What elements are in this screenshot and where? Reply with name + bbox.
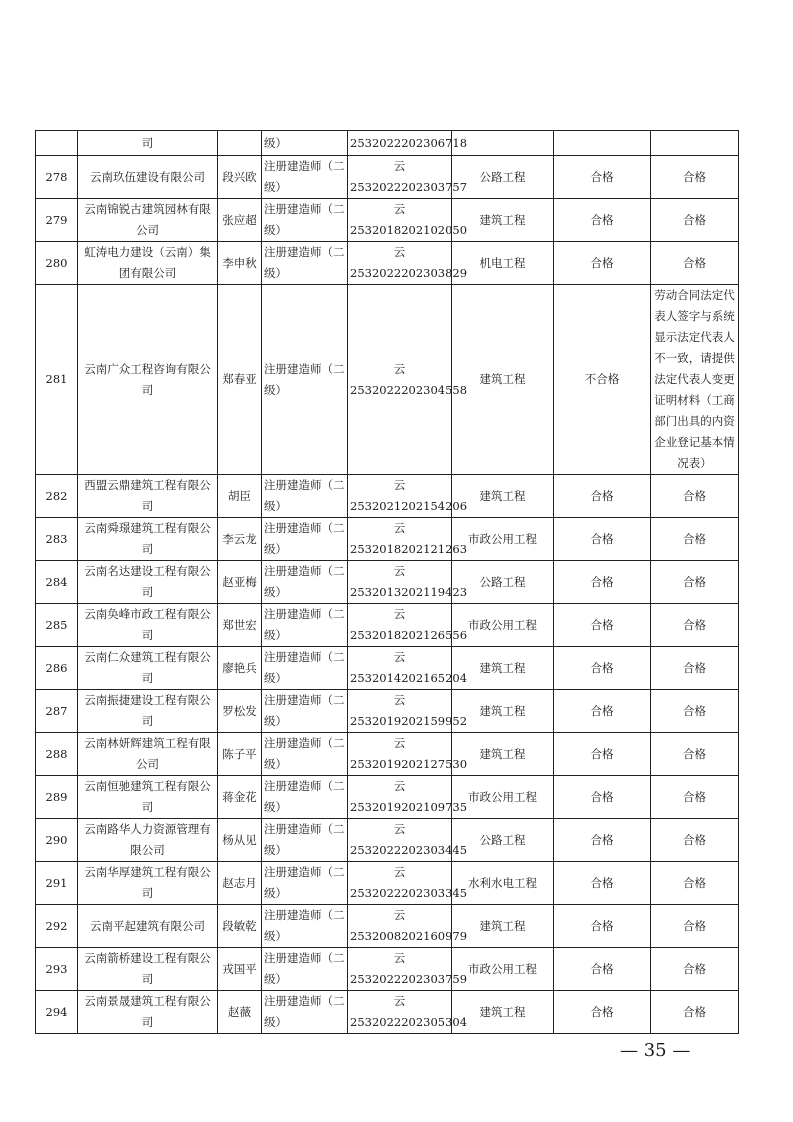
row-number: 279: [36, 199, 78, 242]
review-result: 合格: [554, 905, 651, 948]
certificate-type: 注册建造师（二级）: [262, 948, 348, 991]
certificate-type: 注册建造师（二级）: [262, 561, 348, 604]
company-name: 司: [78, 131, 218, 156]
certificate-type: 注册建造师（二级）: [262, 647, 348, 690]
row-number: 281: [36, 285, 78, 475]
specialty: 市政公用工程: [452, 776, 554, 819]
certificate-type: 注册建造师（二级）: [262, 242, 348, 285]
review-opinion: 合格: [651, 733, 739, 776]
company-name: 云南振捷建设工程有限公司: [78, 690, 218, 733]
person-name: 段敏乾: [218, 905, 262, 948]
page-number: — 35 —: [620, 1040, 691, 1061]
person-name: 赵亚梅: [218, 561, 262, 604]
row-number: 292: [36, 905, 78, 948]
company-name: 云南名达建设工程有限公司: [78, 561, 218, 604]
review-result: 合格: [554, 199, 651, 242]
row-number: 283: [36, 518, 78, 561]
review-opinion: 劳动合同法定代表人签字与系统显示法定代表人不一致，请提供法定代表人变更证明材料（工商部门出具的内资企业登记基本情况表）: [651, 285, 739, 475]
table-row: [36, 948, 739, 991]
table-row: [36, 690, 739, 733]
company-name: 云南箭桥建设工程有限公司: [78, 948, 218, 991]
person-name: 段兴欧: [218, 156, 262, 199]
review-result: 合格: [554, 647, 651, 690]
row-number: 278: [36, 156, 78, 199]
certificate-type: 级）: [262, 131, 348, 156]
specialty: 建筑工程: [452, 991, 554, 1034]
certificate-type: 注册建造师（二级）: [262, 690, 348, 733]
certificate-type: 注册建造师（二级）: [262, 862, 348, 905]
registration-number: 云2532014202165204: [348, 647, 452, 690]
table-row: [36, 776, 739, 819]
row-number: 290: [36, 819, 78, 862]
specialty: 市政公用工程: [452, 518, 554, 561]
registration-number: 云2532019202127530: [348, 733, 452, 776]
company-name: 云南景晟建筑工程有限公司: [78, 991, 218, 1034]
company-name: 云南恒驰建筑工程有限公司: [78, 776, 218, 819]
row-number: 293: [36, 948, 78, 991]
person-name: 廖艳兵: [218, 647, 262, 690]
row-number: [36, 131, 78, 156]
table-row: [36, 156, 739, 199]
review-result: 合格: [554, 948, 651, 991]
person-name: 郑春亚: [218, 285, 262, 475]
specialty: 建筑工程: [452, 285, 554, 475]
person-name: 胡臣: [218, 475, 262, 518]
table-row: [36, 285, 739, 475]
company-name: 云南奂峰市政工程有限公司: [78, 604, 218, 647]
certificate-type: 注册建造师（二级）: [262, 905, 348, 948]
table-row: [36, 862, 739, 905]
specialty: 公路工程: [452, 561, 554, 604]
review-opinion: 合格: [651, 518, 739, 561]
company-name: 云南华厚建筑工程有限公司: [78, 862, 218, 905]
row-number: 286: [36, 647, 78, 690]
row-number: 280: [36, 242, 78, 285]
review-opinion: 合格: [651, 905, 739, 948]
table-body: [36, 131, 739, 1034]
registration-number: 云2532018202121263: [348, 518, 452, 561]
person-name: 戎国平: [218, 948, 262, 991]
row-number: 282: [36, 475, 78, 518]
review-result: 合格: [554, 475, 651, 518]
certificate-type: 注册建造师（二级）: [262, 604, 348, 647]
registration-number: 云2532022202305304: [348, 991, 452, 1034]
table-row: [36, 199, 739, 242]
registration-number: 云2532022202303757: [348, 156, 452, 199]
row-number: 285: [36, 604, 78, 647]
review-result: [554, 131, 651, 156]
review-result: 合格: [554, 561, 651, 604]
review-result: 合格: [554, 518, 651, 561]
table-row: [36, 991, 739, 1034]
certificate-type: 注册建造师（二级）: [262, 199, 348, 242]
table-row: [36, 733, 739, 776]
review-result: 合格: [554, 819, 651, 862]
registration-number: 云2532018202126556: [348, 604, 452, 647]
company-name: 云南广众工程咨询有限公司: [78, 285, 218, 475]
specialty: 机电工程: [452, 242, 554, 285]
registration-number: 云2532022202304558: [348, 285, 452, 475]
review-result: 合格: [554, 776, 651, 819]
review-result: 合格: [554, 242, 651, 285]
certificate-type: 注册建造师（二级）: [262, 285, 348, 475]
registration-number: 云2532022202303345: [348, 862, 452, 905]
person-name: 杨从见: [218, 819, 262, 862]
person-name: 张应超: [218, 199, 262, 242]
registration-number: 云2532019202159952: [348, 690, 452, 733]
review-opinion: [651, 131, 739, 156]
review-result: 合格: [554, 156, 651, 199]
certificate-type: 注册建造师（二级）: [262, 733, 348, 776]
review-opinion: 合格: [651, 199, 739, 242]
table-row: [36, 242, 739, 285]
table-row: [36, 475, 739, 518]
review-result: 合格: [554, 862, 651, 905]
specialty: 市政公用工程: [452, 604, 554, 647]
table-row: [36, 647, 739, 690]
registration-number: 云2532022202303829: [348, 242, 452, 285]
person-name: 罗松发: [218, 690, 262, 733]
company-name: 云南舜璟建筑工程有限公司: [78, 518, 218, 561]
specialty: 建筑工程: [452, 647, 554, 690]
specialty: 水利水电工程: [452, 862, 554, 905]
specialty: 建筑工程: [452, 199, 554, 242]
table-row: [36, 819, 739, 862]
row-number: 291: [36, 862, 78, 905]
specialty: 建筑工程: [452, 475, 554, 518]
certificate-type: 注册建造师（二级）: [262, 819, 348, 862]
review-opinion: 合格: [651, 242, 739, 285]
certificate-type: 注册建造师（二级）: [262, 156, 348, 199]
registration-number: 云2532019202109735: [348, 776, 452, 819]
review-opinion: 合格: [651, 991, 739, 1034]
review-opinion: 合格: [651, 604, 739, 647]
registration-number: 云2532013202119423: [348, 561, 452, 604]
certificate-type: 注册建造师（二级）: [262, 518, 348, 561]
review-result: 合格: [554, 690, 651, 733]
registration-number: 云2532018202102050: [348, 199, 452, 242]
table-row: [36, 905, 739, 948]
person-name: 陈子平: [218, 733, 262, 776]
review-opinion: 合格: [651, 690, 739, 733]
registration-number: 云2532021202154206: [348, 475, 452, 518]
person-name: 赵薇: [218, 991, 262, 1034]
company-name: 云南平起建筑有限公司: [78, 905, 218, 948]
table-row: [36, 561, 739, 604]
company-name: 虹涛电力建设（云南）集团有限公司: [78, 242, 218, 285]
row-number: 288: [36, 733, 78, 776]
review-opinion: 合格: [651, 647, 739, 690]
review-opinion: 合格: [651, 776, 739, 819]
review-result: 合格: [554, 604, 651, 647]
review-opinion: 合格: [651, 862, 739, 905]
person-name: 蒋金花: [218, 776, 262, 819]
specialty: 市政公用工程: [452, 948, 554, 991]
person-name: 赵志月: [218, 862, 262, 905]
person-name: 李云龙: [218, 518, 262, 561]
registration-number: 云2532008202160979: [348, 905, 452, 948]
specialty: 建筑工程: [452, 905, 554, 948]
review-result: 合格: [554, 991, 651, 1034]
review-result: 合格: [554, 733, 651, 776]
certificate-type: 注册建造师（二级）: [262, 776, 348, 819]
company-name: 云南路华人力资源管理有限公司: [78, 819, 218, 862]
row-number: 284: [36, 561, 78, 604]
specialty: 建筑工程: [452, 690, 554, 733]
row-number: 287: [36, 690, 78, 733]
review-opinion: 合格: [651, 475, 739, 518]
specialty: 公路工程: [452, 156, 554, 199]
review-opinion: 合格: [651, 156, 739, 199]
company-name: 云南锦锐古建筑园林有限公司: [78, 199, 218, 242]
review-opinion: 合格: [651, 948, 739, 991]
review-result: 不合格: [554, 285, 651, 475]
table-row: [36, 518, 739, 561]
person-name: 郑世宏: [218, 604, 262, 647]
certificate-type: 注册建造师（二级）: [262, 991, 348, 1034]
certificate-type: 注册建造师（二级）: [262, 475, 348, 518]
company-name: 云南仁众建筑工程有限公司: [78, 647, 218, 690]
specialty: 公路工程: [452, 819, 554, 862]
company-name: 西盟云鼎建筑工程有限公司: [78, 475, 218, 518]
table-row: [36, 604, 739, 647]
registration-number: 云2532022202303445: [348, 819, 452, 862]
table-row: [36, 131, 739, 156]
registration-number: 云2532022202303759: [348, 948, 452, 991]
company-name: 云南林妍辉建筑工程有限公司: [78, 733, 218, 776]
review-opinion: 合格: [651, 561, 739, 604]
registration-number: 2532022202306718: [348, 131, 452, 156]
specialty: 建筑工程: [452, 733, 554, 776]
review-opinion: 合格: [651, 819, 739, 862]
person-name: 李申秋: [218, 242, 262, 285]
person-name: [218, 131, 262, 156]
row-number: 294: [36, 991, 78, 1034]
results-table: [35, 130, 739, 1034]
row-number: 289: [36, 776, 78, 819]
company-name: 云南玖伍建设有限公司: [78, 156, 218, 199]
